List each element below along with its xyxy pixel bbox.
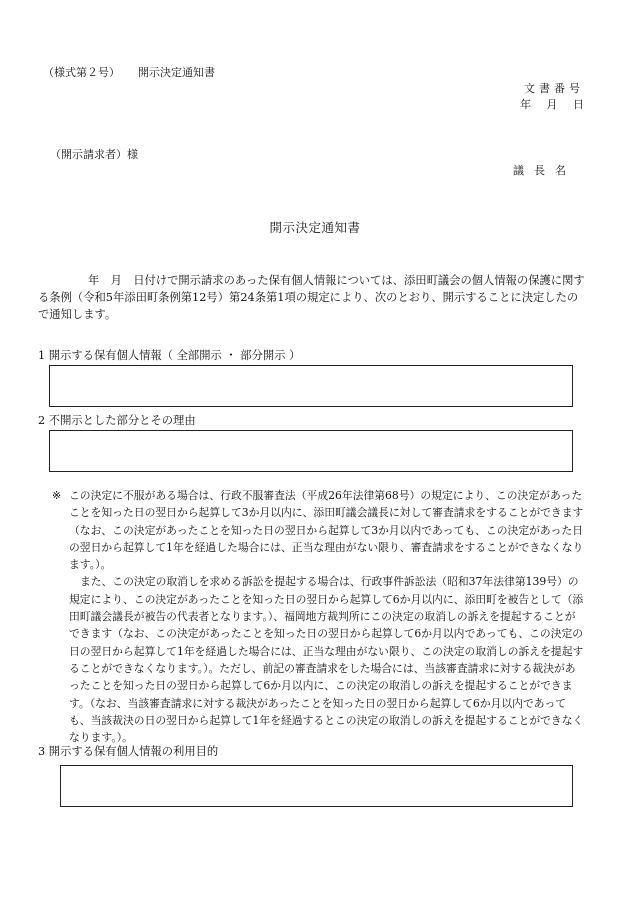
form-header-title: 開示決定通知書 (138, 66, 215, 79)
date-day: 日 (573, 98, 584, 111)
section-2-heading: 2 不開示とした部分とその理由 (38, 414, 196, 427)
note-mark: ※ (52, 489, 62, 502)
section-1-heading: 1 開示する保有個人情報（ 全部開示 ・ 部分開示 ） (38, 349, 301, 362)
section-3-box[interactable] (60, 765, 573, 807)
note-paragraph-1: この決定に不服がある場合は、行政不服審査法（平成26年法律第68号）の規定により、この決定があったことを知った日の翌日から起算して3か月以内に、添田町議会議長に対して審査請求をすることができます（なお、この決定があったことを知った日の翌日から起算して3か月以内であっても、この決定があった日の翌日から起算して1年を経過した場合には、正当な理由がない限り、審査請求をすることができなくなります。）。 (69, 489, 584, 572)
note-paragraph-2: また、この決定の取消しを求める訴訟を提起する場合は、行政事件訴訟法（昭和37年法律第139号）の規定により、この決定があったことを知った日の翌日から起算して6か月以内に、添田町を被告として（添田町議会議長が被告の代表者となります。）、福岡地方裁判所にこの決定の取消しの訴えを提起することができます（なお、この決定があったことを知った日の翌日から起算して6か月以内であっても、この決定の日の翌日から起算して1年を経過した場合には、正当な理由がない限り、この決定の取消しの訴えを提起することができなくなります。）。ただし、前記の審査請求をした場合には、当該審査請求に対する裁決があったことを知った日の翌日から起算して6か月以内に、この決定の取消しの訴えを提起することができます。（なお、当該審査請求に対する裁決があったことを知った日の翌日から起算して6か月以内であっても、当該裁決の日の翌日から起算して1年を経過するとこの決定の取消しの訴えを提起することができなくなります。）。 (69, 575, 584, 745)
date-line (508, 96, 584, 112)
chairperson-name: 議長名 (513, 164, 576, 177)
document-title: 開示決定通知書 (269, 220, 361, 235)
date-year: 年 (520, 98, 531, 111)
form-number: （様式第２号） (43, 66, 120, 79)
document-number-label: 文書番号 (524, 82, 584, 95)
section-3-heading: 3 開示する保有個人情報の利用目的 (38, 745, 219, 758)
appeal-note (52, 487, 584, 746)
intro-paragraph: 年 月 日付けで開示請求のあった保有個人情報については、添田町議会の個人情報の保護に関する条例（令和5年添田町条例第12号）第24条第1項の規定により、次のとおり、開示することに決定したので通知します。 (38, 274, 585, 321)
section-1-box[interactable] (49, 365, 573, 407)
addressee: （開示請求者）様 (50, 148, 138, 161)
date-month: 月 (546, 98, 558, 111)
form-number-line (43, 64, 215, 80)
section-2-box[interactable] (49, 430, 573, 472)
